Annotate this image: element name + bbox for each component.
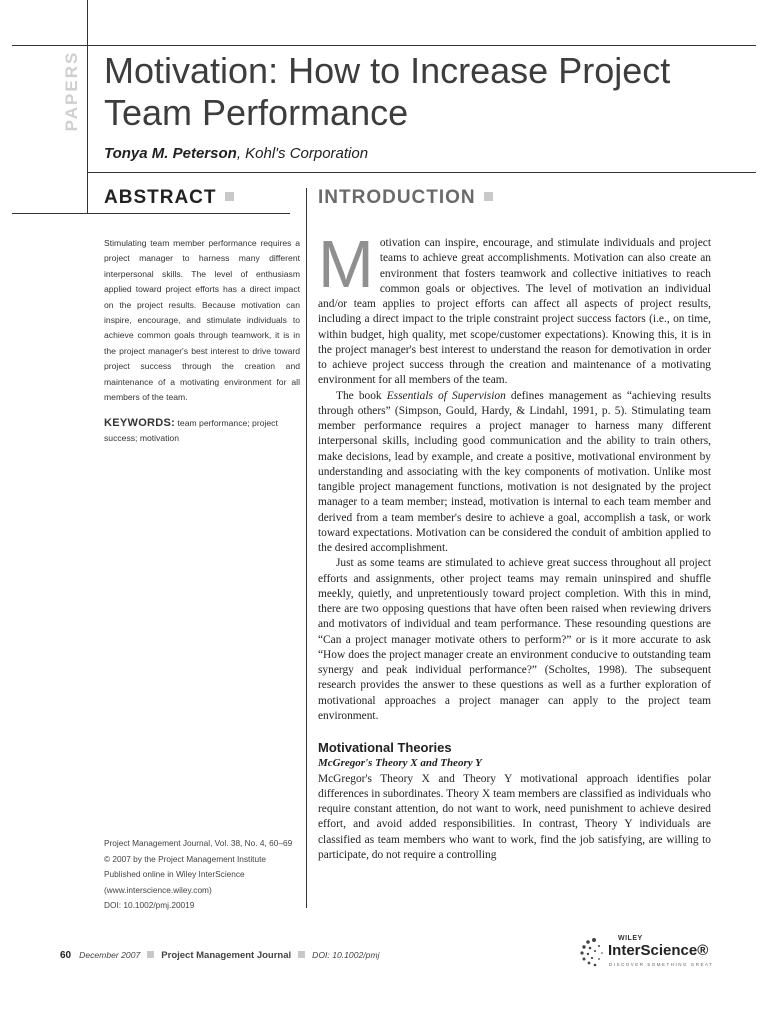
motivational-theories-heading: Motivational Theories (318, 740, 452, 755)
brand-tagline: DISCOVER SOMETHING GREAT (609, 962, 714, 967)
intro-paragraph-2-lead: The book (336, 389, 387, 402)
square-bullet-icon (484, 192, 493, 201)
intro-paragraph-1 (318, 227, 711, 389)
intro-paragraph-2-text: defines management as “achieving results through others” (Simpson, Gould, Hardy, & Lindahl, 1991, p. 5). Stimulating team member performance requires a project manager to harness many different interpersonal skills, including good communication and the ability to train others, make decisions, lead by example, and create a positive, motivational environment by understanding and associating with the key components of motivation. Unlike most tangible project management functions, motivation is not designated by the project manager to a team member; instead, motivation is internal to each team member and derived from a team member's desire to achieve a goal, accomplish a task, or work toward expectations. Motivation can be considered the conduit of ambition applied to the desired accomplishment. (318, 389, 712, 554)
theory-x-y-subheading: McGregor's Theory X and Theory Y (318, 757, 482, 770)
section-tag-label: PAPERS (62, 50, 81, 132)
dotted-globe-icon (578, 934, 608, 968)
author-affiliation: , Kohl's Corporation (236, 145, 369, 162)
author-name: Tonya M. Peterson (104, 145, 237, 162)
wiley-interscience-logo (578, 934, 718, 970)
citation-journal: Project Management Journal, Vol. 38, No. 4, 60–69 (104, 838, 293, 848)
citation-published: Published online in Wiley InterScience (104, 869, 245, 880)
book-title: Essentials of Supervision (386, 389, 506, 402)
square-bullet-icon (147, 951, 154, 958)
abstract-heading (104, 187, 234, 209)
citation-block (104, 836, 304, 914)
citation-site-link[interactable]: (www.interscience.wiley.com) (104, 884, 212, 895)
page-title: Motivation: How to Increase Project Team Performance (104, 50, 671, 133)
theory-x-y-paragraph: McGregor's Theory X and Theory Y motivational approach identifies polar differences in subordinates. Theory X team members are classified as individuals who require constant attention, do not want to work, need punishment to achieve desired effort, and avoid added responsibilities. In contrast, Theory Y individuals are classified as team members who want to work, find the job satisfying, are willing to participate, do not require a controlling (318, 772, 711, 861)
page-number: 60 (60, 950, 72, 961)
body-column (318, 227, 712, 863)
citation-copyright: © 2007 by the Project Management Institute (104, 853, 267, 864)
abstract-heading-label: ABSTRACT (104, 187, 217, 208)
abstract-text: Stimulating team member performance requires a project manager to harness many different interpersonal skills. The level of enthusiasm applied toward project efforts has a direct impact on the project results. Because motivation can inspire, encourage, and stimulate individuals to achieve common goals through teamwork, it is in the project manager's best interest to drive toward project success through the creation and maintenance of a motivating environment for all members of the team. (104, 238, 300, 403)
footer-doi: DOI: 10.1002/pmj (312, 950, 380, 960)
intro-paragraph-1-text: otivation can inspire, encourage, and stimulate individuals and project teams to achieve great accomplishments. Motivation can also create an environment that fosters teamwork and collective initiatives to reach common goals or objectives. The level of motivation an individual and/or team applies to project efforts can affect all aspects of project results, including a direct impact to the triple constraint project success factors (i.e., on time, within budget, high quality, met scope/customer expectations). Knowing this, it is in the project manager's best interest to understand the reason for demotivation in order to achieve project success through the creation and maintenance of a motivating environment for all members of the team. (318, 237, 711, 387)
title-top-rule (12, 45, 756, 46)
author-line (104, 145, 368, 162)
keywords (104, 416, 300, 447)
intro-paragraph-2 (318, 389, 711, 557)
introduction-heading (318, 187, 493, 209)
drop-cap: M (318, 227, 374, 302)
left-rule (87, 0, 88, 214)
column-divider (306, 188, 307, 908)
citation-doi: DOI: 10.1002/pmj.20019 (104, 900, 195, 911)
publisher-label: WILEY (618, 935, 643, 942)
introduction-heading-label: INTRODUCTION (318, 187, 476, 208)
footer-date: December 2007 (79, 950, 141, 960)
square-bullet-icon (298, 951, 305, 958)
square-bullet-icon (225, 192, 234, 201)
author-bottom-rule (88, 172, 756, 173)
footer-journal: Project Management Journal (161, 950, 292, 961)
abstract-rule (12, 213, 290, 214)
page-footer (60, 950, 380, 961)
keywords-list: team performance; project success; motivation (104, 418, 278, 444)
brand-label: InterScience® (608, 942, 709, 959)
keywords-label: KEYWORDS: (104, 417, 176, 429)
intro-paragraph-3: Just as some teams are stimulated to achieve great success throughout all project efforts and assignments, other project teams may remain uninspired and shuffle meekly, quietly, and unpretentiously toward project completion. With this in mind, there are two opposing questions that have often been raised when reviewing drivers and motivators of individual and team performance. These resounding questions are “Can a project manager motivate others to perform?” or is it more accurate to ask “How does the project manager create an environment conducive to outstanding team synergy and peak individual performance?” (Scholtes, 1998). The subsequent research provides the answer to these questions as well as a further exploration of motivational approaches a project manager can apply to the project team environment. (318, 557, 711, 722)
section-tag (58, 50, 86, 132)
